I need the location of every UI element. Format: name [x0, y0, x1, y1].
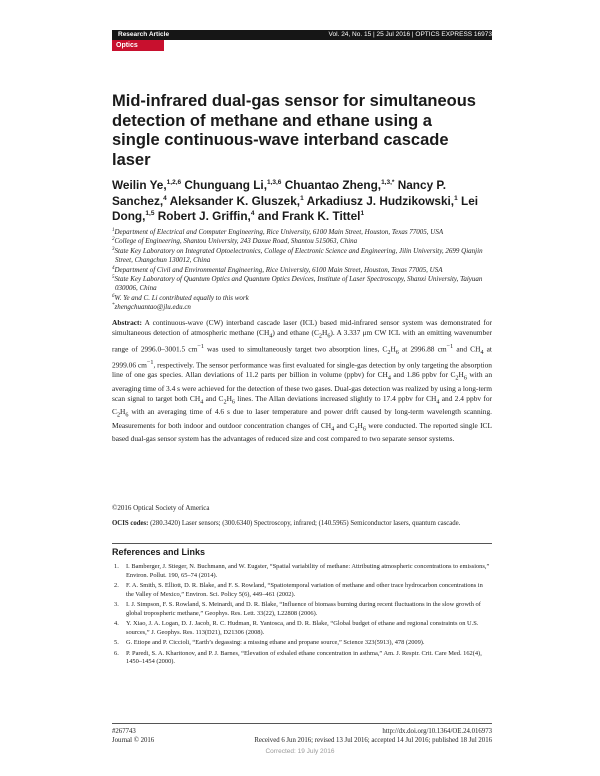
- journal-name: Optics EXPRESS: [116, 42, 150, 60]
- author-name: Arkadiusz J. Hudzikowski,: [306, 193, 455, 208]
- reference-item[interactable]: 6. P. Paredi, S. A. Kharitonov, and P. J. Barnes, “Elevation of exhaled ethane concentration in asthma,” Am. J. Respir. Crit. Care Med. 162(4), 1450–1454 (2000).: [114, 649, 482, 666]
- author-name: Chuantao Zheng,: [284, 178, 382, 192]
- reference-item[interactable]: 4. Y. Xiao, J. A. Logan, D. J. Jacob, R. C. Hudman, R. Yantosca, and D. R. Blake, “Global budget of ethane and regional constraints on U.S. sources,” J. Geophys. Res. 113(D21), D21306 (2008).: [114, 620, 479, 636]
- article-id: #267743: [112, 728, 136, 735]
- author-sup: 1,3,*: [381, 179, 395, 186]
- author-sup: 1,5: [145, 210, 155, 217]
- affiliation: $^2$College of Engineering, Shantou University, 243 Daxue Road, Shantou 515063, China: [112, 237, 358, 246]
- author-sup: 4: [163, 194, 167, 202]
- author-name: Weilin Ye,: [112, 178, 167, 192]
- author-name: Aleksander K. Gluszek,: [169, 193, 301, 208]
- affiliation: $^5$State Key Laboratory of Quantum Optics and Quantum Optics Devices, Institute of Laser Spectroscopy, Shanxi University, Taiyuan 030006, China: [112, 275, 483, 293]
- ocis-codes: [112, 519, 492, 528]
- ocis-label: OCIS codes:: [112, 520, 149, 527]
- footer-left: [112, 727, 154, 745]
- section-divider: [112, 543, 492, 544]
- author-sup: 4: [250, 210, 255, 217]
- publication-dates: Received 6 Jun 2016; revised 13 Jul 2016; accepted 14 Jul 2016; published 18 Jul 2016: [254, 737, 492, 744]
- author-sup: 1: [454, 194, 458, 202]
- corresponding-email[interactable]: *zhengchuantao@jlu.edu.cn: [112, 303, 191, 312]
- paper-title: Mid-infrared dual-gas sensor for simultaneous detection of methane and ethane using a single continuous-wave interband cascade laser: [112, 92, 476, 169]
- author-name: Frank K. Tittel: [281, 209, 361, 223]
- copyright-notice: ©2016 Optical Society of America: [112, 504, 210, 512]
- journal-copyright: Journal © 2016: [112, 737, 155, 744]
- reference-item[interactable]: 2. F. A. Smith, S. Elliott, D. R. Blake, and F. S. Rowland, “Spatiotemporal variation of methane and other trace hydrocarbon concentrations in the Valley of Mexico,” Environ. Sci. Policy 5(6), 449–461 (2002).: [114, 582, 483, 598]
- citation-line: Vol. 24, No. 15 | 25 Jul 2016 | OPTICS EXPRESS 16973: [328, 31, 492, 38]
- abstract-label: Abstract:: [112, 318, 142, 327]
- affiliation: $^1$Department of Electrical and Computer Engineering, Rice University, 6100 Main Street, Houston, Texas 77005, USA: [112, 228, 444, 236]
- author-list: Weilin Ye,$^{1,2,6}$ Chunguang Li,$^{1,3,6}$ Chuantao Zheng,$^{1,3,*}$ Nancy P. Sanchez,$^4$ Aleksander K. Gluszek,$^1$ Arkadiusz J. Hudzikowski,$^1$ Lei Dong,$^{1,5}$ Robert J. Griffin,$^4$ and Frank K. Tittel$^1$: [112, 178, 479, 223]
- reference-item[interactable]: 3. I. J. Simpson, F. S. Rowland, S. Meinardi, and D. R. Blake, “Influence of biomass burning during recent fluctuations in the slow growth of global tropospheric methane,” Geophys. Res. Lett. 33(22), L22808 (2006).: [114, 601, 481, 617]
- author-name: Chunguang Li,: [184, 178, 267, 192]
- reference-item[interactable]: 5. G. Etiope and P. Ciccioli, “Earth’s degassing: a missing ethane and propane source,” Science 323(5913), 478 (2009).: [114, 639, 425, 647]
- author-sup: 1,3,6: [266, 179, 282, 186]
- reference-list: [112, 563, 492, 669]
- ocis-text: (280.3420) Laser sensors; (300.6340) Spectroscopy, infrared; (140.5965) Semiconductor lasers, quantum cascade.: [148, 520, 461, 527]
- author-sup: 1: [360, 210, 365, 217]
- abstract: Abstract: A continuous-wave (CW) interband cascade laser (ICL) based mid-infrared sensor system was demonstrated for simultaneous detection of atmospheric methane $(CH_4)$ and ethane $(C_2H_6)$. A 3.337 μm CW ICL with an emitting wavenumber range of 2996.0–3001.5 $cm^{-1}$ was used to simultaneously target two absorption lines, $C_2H_6$ at 2996.88 $cm^{-1}$ and $CH_4$ at 2999.06 $cm^{-1}$, respectively. The sensor performance was first evaluated for single-gas detection by only targeting the absorption line of one gas species. Allan deviations of 11.2 parts per billion in volume (ppbv) for $CH_4$ and 1.86 ppbv for $C_2H_6$ with an averaging time of 3.4 s were achieved for the detection of these two gases. Dual-gas detection was realized by using a long-term scan signal to target both $CH_4$ and $C_2H_6$ lines. The Allan deviations increased slightly to 17.4 ppbv for $CH_4$ and 2.4 ppbv for $C_2H_6$ with an averaging time of 4.6 s due to laser temperature and power drift caused by long-term wavelength scanning. Measurements for both indoor and outdoor concentration changes of $CH_4$ and $C_2H_6$ were conducted. The reported single ICL based dual-gas sensor system has the advantages of reduced size and cost compared to two separate sensor systems.: [112, 318, 493, 444]
- corrected-stamp: Corrected: 19 July 2016: [265, 748, 335, 755]
- affiliation: $^4$Department of Civil and Environmental Engineering, Rice University, 6100 Main Street, Houston, Texas 77005, USA: [112, 265, 443, 274]
- contribution-note: $^6$W. Ye and C. Li contributed equally to this work: [112, 293, 249, 302]
- doi-link[interactable]: http://dx.doi.org/10.1364/OE.24.016973: [382, 728, 492, 735]
- affiliations: [112, 228, 492, 313]
- footer-divider: [112, 723, 492, 724]
- author-name: Robert J. Griffin,: [157, 209, 251, 223]
- reference-item[interactable]: 1. I. Bamberger, J. Stieger, N. Buchmann, and W. Eugster, “Spatial variability of methane: Attributing atmospheric concentrations to emissions,” Environ. Pollut. 190, 65–74 (2014).: [114, 563, 490, 579]
- author-sup: 1: [300, 194, 304, 202]
- footer-right: [254, 727, 492, 745]
- author-name: Nancy P. Sanchez,: [112, 178, 447, 208]
- author-name: Lei Dong,: [112, 193, 479, 223]
- references-heading: References and Links: [112, 547, 206, 557]
- section-label: Research Article: [118, 31, 170, 38]
- author-sup: 1,2,6: [166, 179, 182, 186]
- journal-logo: [112, 40, 164, 60]
- affiliation: $^3$State Key Laboratory on Integrated Optoelectronics, College of Electronic Science and Engineering, Jilin University, 2699 Qianjin Street, Changchun 130012, China: [112, 246, 483, 265]
